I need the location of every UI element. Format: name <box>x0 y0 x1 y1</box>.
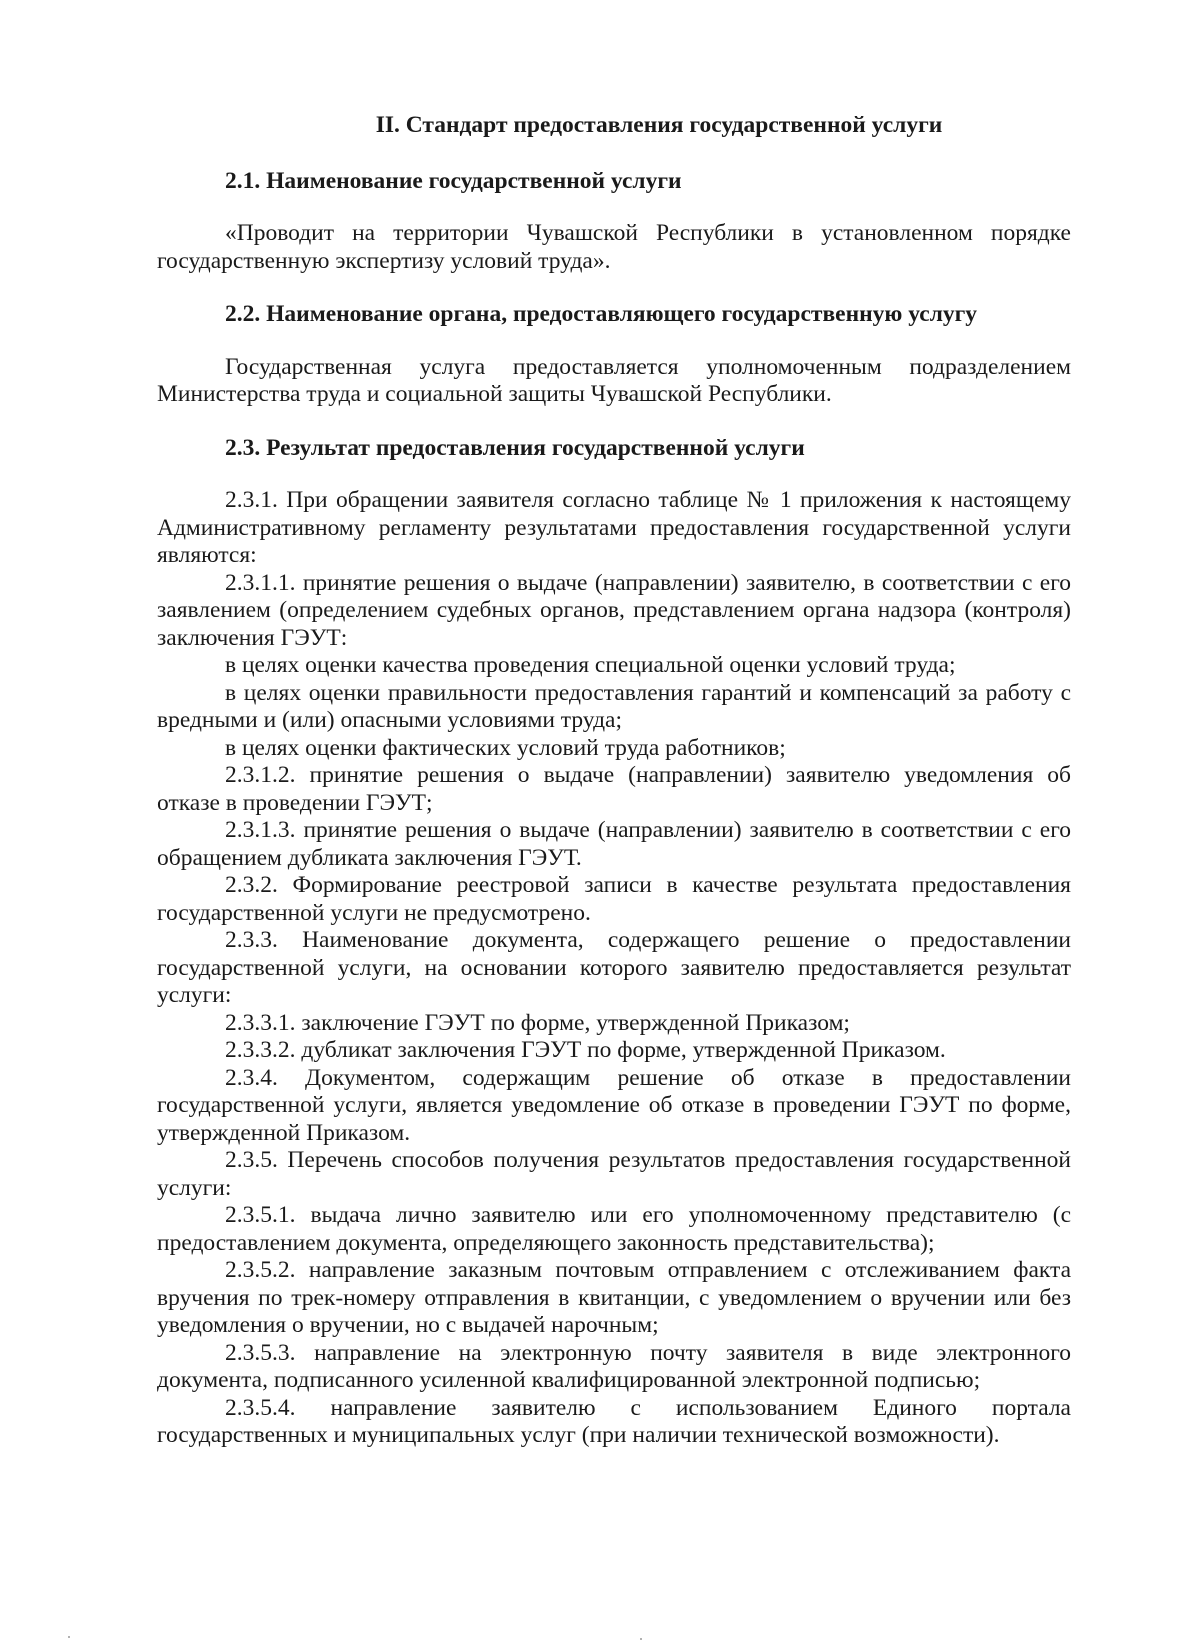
section-2-3-paragraphs <box>157 487 1071 1450</box>
paragraph-2-3-5-3: 2.3.5.3. направление на электронную почту заявителя в виде электронного документа, подписанного усиленной квалифицированной электронной подписью; <box>157 1339 1071 1393</box>
heading-2-3: 2.3. Результат предоставления государственной услуги <box>225 434 805 461</box>
heading-2-1: 2.1. Наименование государственной услуги <box>225 167 682 194</box>
document-body <box>157 112 1071 1450</box>
paragraph-2-3-5-1: 2.3.5.1. выдача лично заявителю или его уполномоченному представителю (с предоставлением документа, определяющего законность представительства); <box>157 1202 1071 1256</box>
paragraph-purpose-1: в целях оценки качества проведения специальной оценки условий труда; <box>225 652 956 678</box>
paragraph-2-3-2: 2.3.2. Формирование реестровой записи в качестве результата предоставления государственной услуги не предусмотрено. <box>157 872 1071 926</box>
heading-2-2: 2.2. Наименование органа, предоставляющего государственную услугу <box>225 301 978 327</box>
text-2-2: Государственная услуга предоставляется уполномоченным подразделением Министерства труда и социальной защиты Чувашской Республики. <box>157 353 1071 407</box>
paragraph-2-3-3-1: 2.3.3.1. заключение ГЭУТ по форме, утвержденной Приказом; <box>225 1009 850 1036</box>
paragraph-2-3-1-1: 2.3.1.1. принятие решения о выдаче (направлении) заявителю, в соответствии с его заявлением (определением судебных органов, представлением органа надзора (контроля) заключения ГЭУТ: <box>157 569 1071 651</box>
section-title: II. Стандарт предоставления государственной услуги <box>375 112 943 138</box>
paragraph-purpose-3: в целях оценки фактических условий труда работников; <box>225 734 786 761</box>
text-2-1: «Проводит на территории Чувашской Республики в установленном порядке государственную экспертизу условий труда». <box>157 220 1071 274</box>
paragraph-2-3-3: 2.3.3. Наименование документа, содержащего решение о предоставлении государственной услуги, на основании которого заявителю предоставляется результат услуги: <box>157 927 1071 1008</box>
paragraph-2-3-5: 2.3.5. Перечень способов получения результатов предоставления государственной услуги: <box>157 1147 1071 1201</box>
paragraph-2-3-3-2: 2.3.3.2. дубликат заключения ГЭУТ по форме, утвержденной Приказом. <box>225 1037 946 1063</box>
paragraph-2-3-5-4: 2.3.5.4. направление заявителю с использованием Единого портала государственных и муниципальных услуг (при наличии технической возможности). <box>157 1394 1071 1448</box>
paragraph-2-3-1-2: 2.3.1.2. принятие решения о выдаче (направлении) заявителю уведомления об отказе в проведении ГЭУТ; <box>157 762 1071 816</box>
scan-artifact <box>68 1636 70 1638</box>
paragraph-2-3-5-2: 2.3.5.2. направление заказным почтовым отправлением с отслеживанием факта вручения по трек-номеру отправления в квитанции, с уведомлением о вручении или без уведомления о вручении, но с выдачей нарочным; <box>157 1257 1071 1338</box>
paragraph-2-3-1: 2.3.1. При обращении заявителя согласно таблице № 1 приложения к настоящему Административному регламенту результатами предоставления государственной услуги являются: <box>157 487 1071 568</box>
paragraph-2-3-4: 2.3.4. Документом, содержащим решение об отказе в предоставлении государственной услуги, является уведомление об отказе в проведении ГЭУТ по форме, утвержденной Приказом. <box>157 1064 1071 1146</box>
paragraph-2-3-1-3: 2.3.1.3. принятие решения о выдаче (направлении) заявителю в соответствии с его обращением дубликата заключения ГЭУТ. <box>157 817 1071 871</box>
paragraph-purpose-2: в целях оценки правильности предоставления гарантий и компенсаций за работу с вредными и (или) опасными условиями труда; <box>157 679 1071 733</box>
scan-artifact <box>640 1638 642 1640</box>
